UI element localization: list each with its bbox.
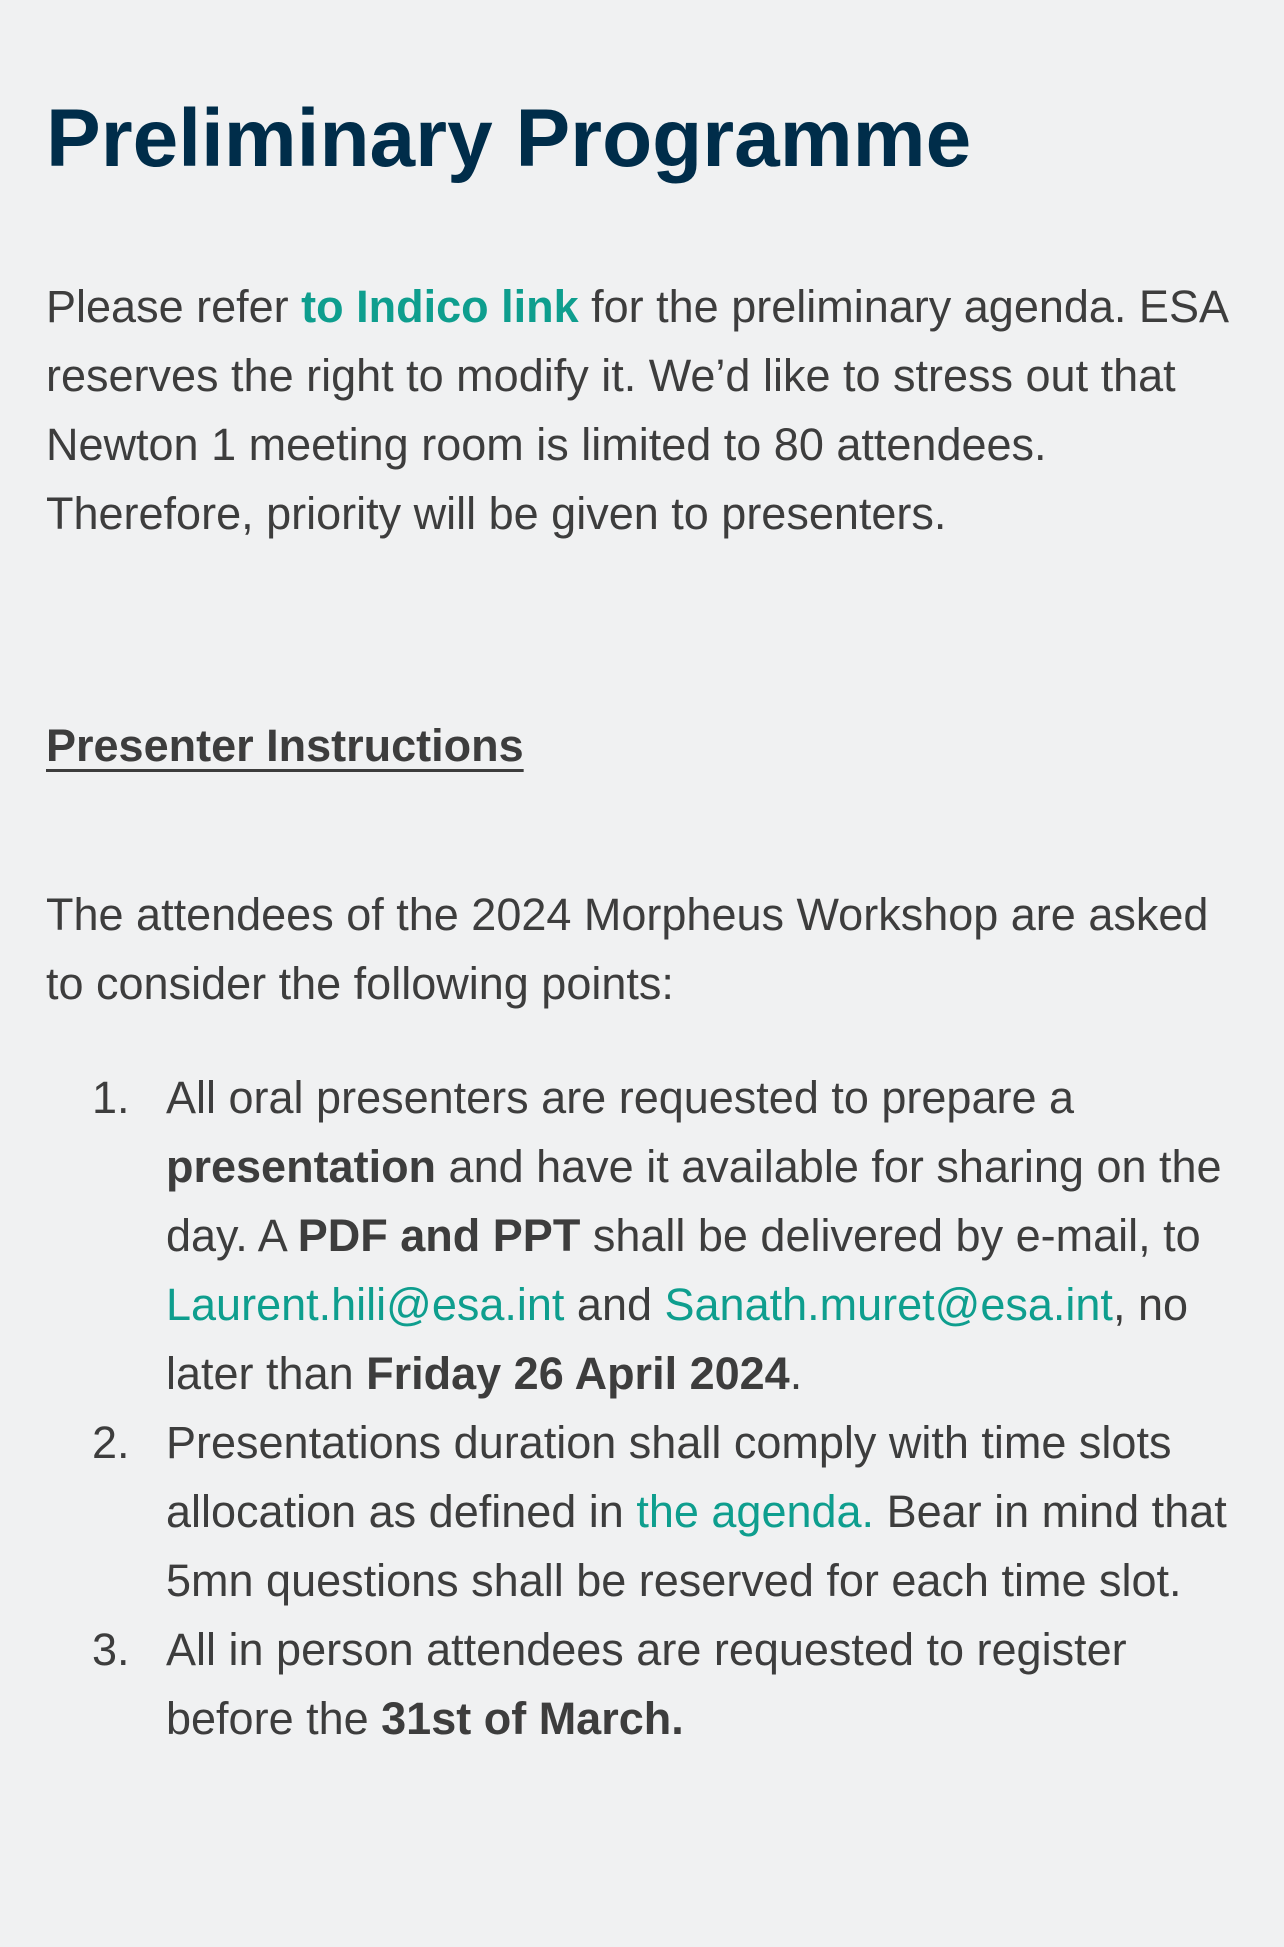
indico-link[interactable]: to Indico link <box>301 281 579 332</box>
agenda-link[interactable]: the agenda. <box>636 1486 875 1537</box>
list-item-number: 1. <box>92 1072 130 1123</box>
list-item-text: and <box>564 1279 665 1330</box>
list-item-bold-text: Friday 26 April 2024 <box>366 1348 790 1399</box>
intro-suffix: for the preliminary agenda. ESA reserves the right to modify it. We’d like to stress out that Newton 1 meeting room is limited to 80 attendees. Therefore, priority will be given to presenters. <box>46 281 1227 539</box>
list-item-bold-text: 31st of March. <box>381 1693 684 1744</box>
intro-prefix: Please refer <box>46 281 302 332</box>
list-item-text: shall be delivered by e-mail, to <box>580 1210 1201 1261</box>
list-item-bold-text: presentation <box>166 1141 437 1192</box>
page-title: Preliminary Programme <box>46 93 972 184</box>
list-item-text: Presentations duration shall comply with time slots allocation as defined in <box>166 1417 1172 1537</box>
attendees-intro: The attendees of the 2024 Morpheus Workshop are asked to consider the following points: <box>46 889 1209 1009</box>
list-item-text: , no later than <box>166 1279 1188 1399</box>
list-item-text: Bear in mind that 5mn questions shall be reserved for each time slot. <box>166 1486 1227 1606</box>
list-item-text: All in person attendees are requested to register before the <box>166 1624 1127 1744</box>
list-item-number: 3. <box>92 1624 130 1675</box>
list-item-number: 2. <box>92 1417 130 1468</box>
list-item-bold-text: PDF and PPT <box>297 1210 581 1261</box>
list-item-text: All oral presenters are requested to prepare a <box>166 1072 1075 1123</box>
intro-paragraph <box>46 272 1246 548</box>
instructions-list <box>46 1063 1256 1753</box>
list-item <box>46 1615 1256 1753</box>
list-item-text: and have it available for sharing on the day. A <box>166 1141 1222 1261</box>
email-link-sanath[interactable]: Sanath.muret@esa.int <box>664 1279 1113 1330</box>
list-item <box>46 1408 1256 1615</box>
list-item <box>46 1063 1256 1408</box>
presenter-instructions-heading: Presenter Instructions <box>46 720 524 771</box>
list-item-text: . <box>789 1348 803 1399</box>
email-link-laurent[interactable]: Laurent.hili@esa.int <box>166 1279 565 1330</box>
